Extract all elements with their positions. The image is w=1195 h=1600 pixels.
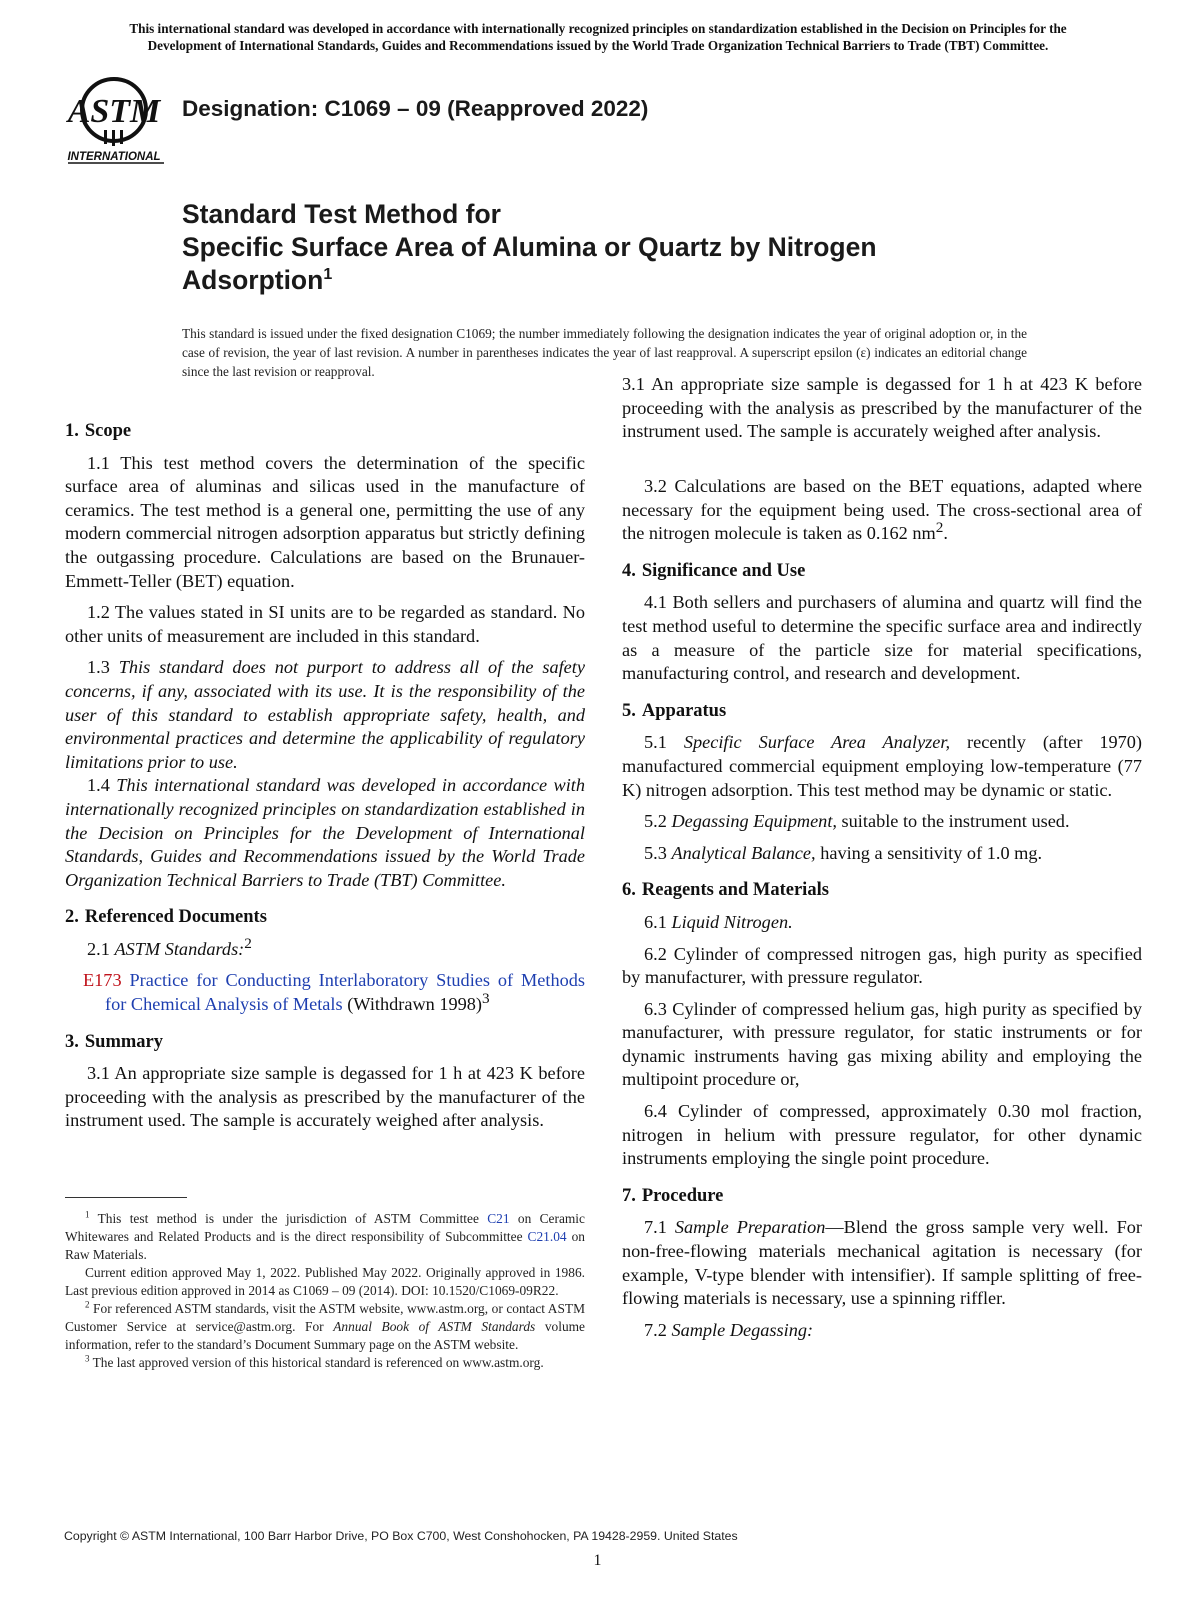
footnote-divider	[65, 1197, 187, 1198]
svg-text:ASTM: ASTM	[67, 93, 161, 130]
para-1-2: 1.2 The values stated in SI units are to be regarded as standard. No other units of measurement are included in this standard.	[65, 602, 585, 646]
footnote-1: $^1$ This test method is under the jurisdiction of ASTM Committee C21 on Ceramic Whitewares and Related Products and is the direct responsibility of Subcommittee C21.04 on Raw Materials.	[65, 1209, 585, 1262]
title-line-1: Standard Test Method for	[182, 199, 501, 229]
para-7-1: 7.1 Sample Preparation—Blend the gross sample very well. For non-free-flowing materials mechanical agitation is necessary (for example, V-type blender with intensifier). If sample splitting of free-flowing materials is necessary, use a spinning riffler.	[622, 1217, 1142, 1309]
para-2-1: 2.1 ASTM Standards:$^2$	[87, 934, 252, 959]
svg-text:INTERNATIONAL: INTERNATIONAL	[67, 151, 161, 163]
footnote-2: $^2$ For referenced ASTM standards, visit the ASTM website, www.astm.org, or contact ASTM Customer Service at service@astm.org. For Annual Book of ASTM Standards volume information, refer to the standard’s Document Summary page on the ASTM website.	[65, 1299, 585, 1352]
para-7-2: 7.2 Sample Degassing:	[644, 1319, 814, 1340]
para-6-4: 6.4 Cylinder of compressed, approximately 0.30 mol fraction, nitrogen in helium with pressure regulator, for other dynamic instruments employing the single point procedure.	[622, 1101, 1142, 1169]
astm-logo	[66, 72, 168, 168]
section-heading-procedure: 7. Procedure	[622, 1185, 724, 1206]
para-5-2: 5.2 Degassing Equipment, suitable to the instrument used.	[644, 811, 1070, 832]
para-5-3: 5.3 Analytical Balance, having a sensitivity of 1.0 mg.	[644, 842, 1043, 863]
section-heading-scope: 1. Scope	[65, 421, 132, 441]
para-6-1: 6.1 Liquid Nitrogen.	[644, 911, 793, 932]
title-footnote-ref[interactable]: 1	[323, 266, 333, 284]
notice-line-2: Development of International Standards, Guides and Recommendations issued by the World Trade Organization Technical Barriers to Trade (TBT) Committee.	[147, 38, 1049, 53]
section-heading-referenced-documents: 2. Referenced Documents	[65, 907, 267, 928]
document-title	[182, 198, 877, 297]
left-column	[65, 420, 585, 1131]
para-4-1: 4.1 Both sellers and purchasers of alumina and quartz will find the test method useful to determine the specific surface area and indirectly as a measure of the particle size for material specifications, manufacturing control, and research and development.	[622, 592, 1142, 684]
notice-line-1: This international standard was developed in accordance with internationally recognized principles on standardization established in the Decision on Principles for the	[129, 21, 1067, 36]
committee-link[interactable]: C21	[487, 1211, 510, 1226]
designation: Designation: C1069 – 09 (Reapproved 2022)	[182, 96, 649, 121]
astm-logo-mark	[66, 72, 168, 168]
para-3-2: 3.2 Calculations are based on the BET equations, adapted where necessary for the equipment being used. The cross-sectional area of the nitrogen molecule is taken as 0.162 $nm^2$.	[622, 476, 1142, 544]
para-6-2: 6.2 Cylinder of compressed nitrogen gas, high purity as specified by manufacturer, with pressure regulator.	[622, 943, 1142, 988]
reference-title-link[interactable]: Practice for Conducting Interlaboratory Studies of Methods for Chemical Analysis of Metals	[105, 970, 585, 1015]
subcommittee-link[interactable]: C21.04	[527, 1229, 567, 1244]
para-6-3: 6.3 Cylinder of compressed helium gas, high purity as specified by manufacturer, with pressure regulator, for static instruments or for dynamic instruments having gas mixing ability and employing the multipoint procedure or,	[622, 998, 1142, 1090]
footnote-ref-2[interactable]: 2	[244, 934, 252, 952]
para-1-4: 1.4 This international standard was developed in accordance with internationally recognized principles on standardization established in the Decision on Principles for the Development of International Standards, Guides and Recommendations issued by the World Trade Organization Technical Barriers to Trade (TBT) Committee.	[65, 775, 585, 890]
footnotes	[65, 1210, 585, 1372]
footnote-ref-3[interactable]: 3	[482, 989, 490, 1007]
para-3-1-continued	[622, 374, 1142, 467]
standards-notice	[58, 20, 1138, 54]
para-3-1: 3.1 An appropriate size sample is degassed for 1 h at 423 K before proceeding with the analysis as prescribed by the manufacturer of the instrument used. The sample is accurately weighed after analysis.	[65, 1063, 585, 1131]
copyright-line: Copyright © ASTM International, 100 Barr Harbor Drive, PO Box C700, West Conshohocken, PA 19428-2959. United States	[64, 1529, 738, 1543]
footnote-3: $^3$ The last approved version of this historical standard is referenced on www.astm.org.	[85, 1353, 544, 1370]
title-line-2: Specific Surface Area of Alumina or Quartz by Nitrogen	[182, 232, 877, 262]
right-column	[622, 374, 1143, 1350]
section-heading-summary: 3. Summary	[65, 1031, 163, 1052]
para-5-1: 5.1 Specific Surface Area Analyzer, recently (after 1970) manufactured commercial equipment employing low-temperature (77 K) nitrogen adsorption. This test method may be dynamic or static.	[622, 732, 1143, 800]
section-heading-reagents: 6. Reagents and Materials	[622, 880, 829, 901]
reference-e173: E173 Practice for Conducting Interlaboratory Studies of Methods for Chemical Analysis of Metals (Withdrawn 1998)$^3$	[83, 970, 585, 1015]
para-1-3: 1.3 This standard does not purport to address all of the safety concerns, if any, associated with its use. It is the responsibility of the user of this standard to establish appropriate safety, health, and environmental practices and determine the applicability of regulatory limitations prior to use.	[65, 657, 585, 772]
page-number: 1	[593, 1552, 602, 1569]
title-line-3: Adsorption$^1$	[182, 265, 333, 295]
section-heading-apparatus: 5. Apparatus	[622, 700, 727, 721]
reference-code-link[interactable]: E173	[83, 970, 122, 991]
para-3-1-tail: 3.1 An appropriate size sample is degassed for 1 h at 423 K before proceeding with the analysis as prescribed by the manufacturer of the instrument used. The sample is accurately weighed after analysis.	[622, 374, 1142, 442]
para-3-1-start	[65, 1062, 585, 1131]
issuance-note: This standard is issued under the fixed designation C1069; the number immediately following the designation indicates the year of original adoption or, in the case of revision, the year of last revision. A number in parentheses indicates the year of last reapproval. A superscript epsilon (ε) indicates an editorial change since the last revision or reapproval.	[182, 326, 1027, 379]
footnote-1-edition: Current edition approved May 1, 2022. Published May 2022. Originally approved in 1986. Last previous edition approved in 2014 as C1069 – 09 (2014). DOI: 10.1520/C1069-09R22.	[65, 1265, 585, 1298]
para-1-1: 1.1 This test method covers the determination of the specific surface area of aluminas and silicas used in the manufacture of ceramics. The test method is a general one, permitting the use of any modern commercial nitrogen adsorption apparatus but strictly defining the outgassing procedure. Calculations are based on the Brunauer-Emmett-Teller (BET) equation.	[65, 452, 585, 591]
section-heading-significance: 4. Significance and Use	[622, 560, 806, 581]
